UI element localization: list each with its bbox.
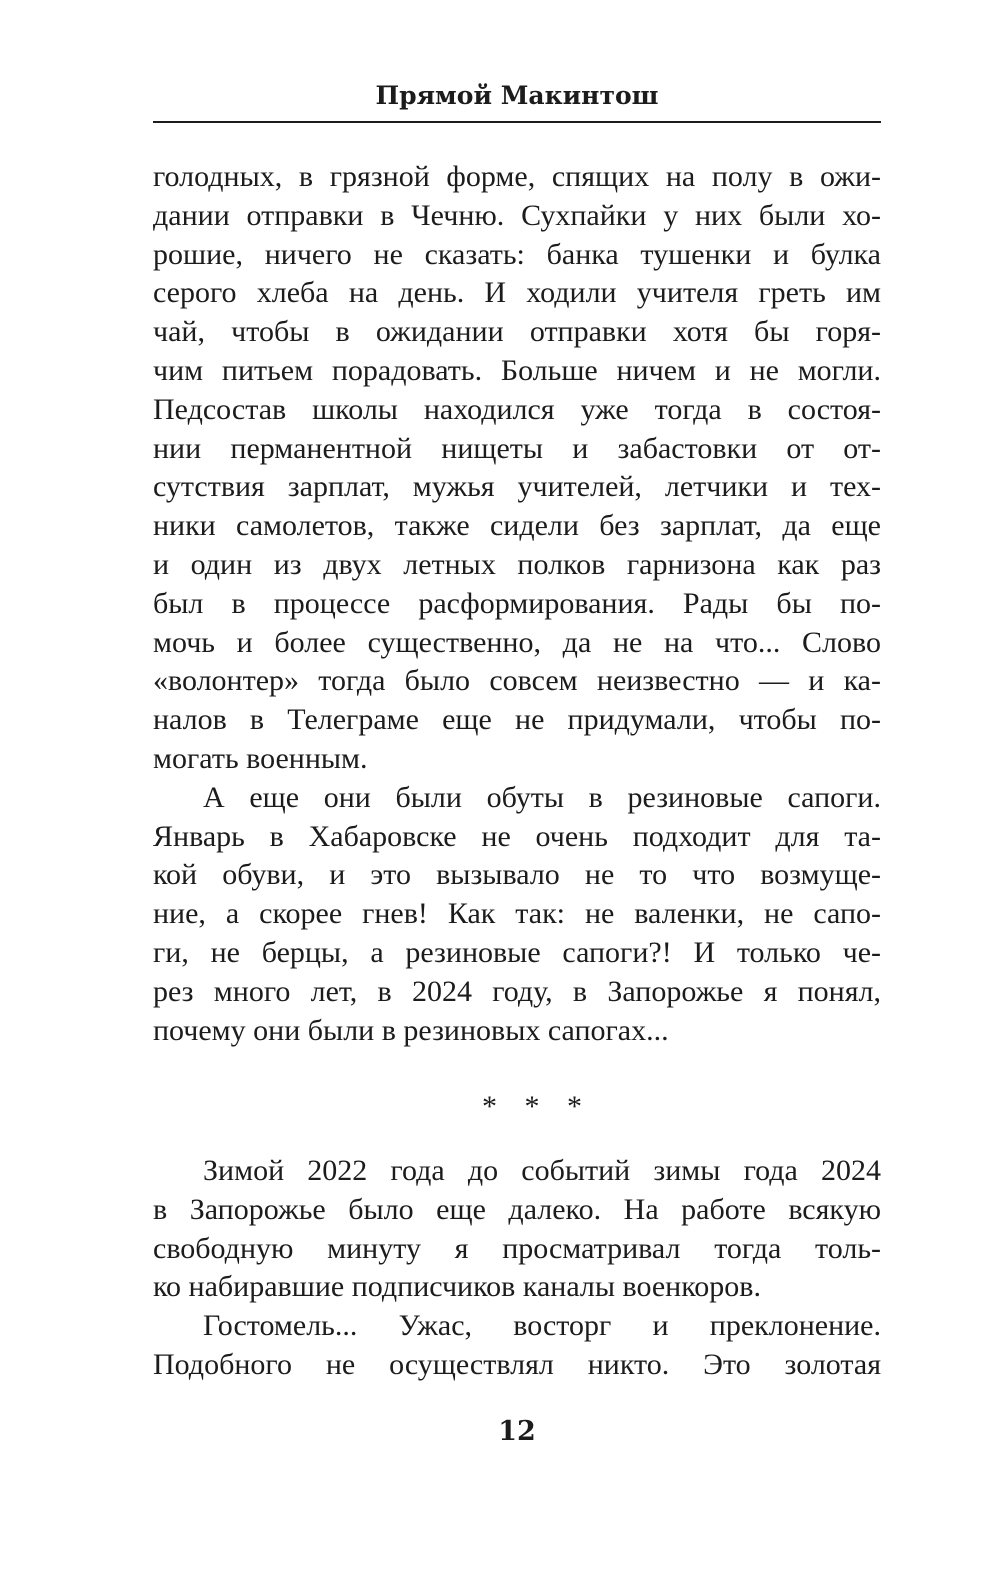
text-line: был в процессе расформирования. Рады бы по- — [153, 586, 881, 620]
text-line: нии перманентной нищеты и забастовки от от- — [153, 431, 881, 465]
text-line: «волонтер» тогда было совсем неизвестно — и ка- — [153, 664, 881, 698]
text-line: Педсостав школы находился уже тогда в состоя- — [153, 392, 881, 426]
text-line: Январь в Хабаровске не очень подходит для та- — [153, 819, 881, 853]
text-line: чай, чтобы в ожидании отправки хотя бы горя- — [153, 315, 881, 349]
text-line: мочь и более существенно, да не на что... Слово — [153, 625, 881, 659]
text-line: могать военным. — [153, 741, 368, 775]
text-line: А еще они были обуты в резиновые сапоги. — [203, 780, 881, 814]
text-line: Зимой 2022 года до событий зимы года 2024 — [203, 1154, 881, 1187]
text-line: рез много лет, в 2024 году, в Запорожье я понял, — [153, 974, 881, 1008]
text-line: ги, не берцы, а резиновые сапоги?! И только че- — [153, 935, 881, 969]
text-line: сутствия зарплат, мужья учителей, летчики и тех- — [153, 470, 881, 504]
text-line: свободную минуту я просматривал тогда толь- — [153, 1231, 881, 1265]
text-line: голодных, в грязной форме, спящих на полу в ожи- — [153, 160, 881, 193]
text-line: кой обуви, и это вызывало не то что возмуще- — [153, 858, 881, 892]
text-line: чим питьем порадовать. Больше ничем и не могли. — [153, 353, 881, 387]
text-line: Гостомель... Ужас, восторг и преклонение. — [203, 1309, 881, 1343]
text-line: рошие, ничего не сказать: банка тушенки и булка — [153, 237, 881, 271]
text-line: серого хлеба на день. И ходили учителя греть им — [153, 276, 881, 310]
section-separator: * * * — [482, 1090, 592, 1123]
text-line: в Запорожье было еще далеко. На работе всякую — [153, 1192, 881, 1226]
running-header-title: Прямой Макинтош — [375, 81, 659, 110]
text-line: Подобного не осуществлял никто. Это золотая — [153, 1347, 881, 1381]
text-line: ко набиравшие подписчиков каналы военкоров. — [153, 1270, 761, 1304]
text-line: дании отправки в Чечню. Сухпайки у них были хо- — [153, 198, 881, 232]
text-line: ние, а скорее гнев! Как так: не валенки, не сапо- — [153, 897, 881, 931]
header-rule — [153, 121, 881, 123]
body-text-section-1 — [153, 158, 881, 1050]
text-line: налов в Телеграме еще не придумали, чтобы по- — [153, 703, 881, 737]
text-line: и один из двух летных полков гарнизона как раз — [153, 547, 881, 581]
page-number: 12 — [498, 1416, 536, 1447]
text-line: почему они были в резиновых сапогах... — [153, 1013, 669, 1047]
text-line: ники самолетов, также сидели без зарплат, да еще — [153, 509, 881, 543]
body-text-section-2 — [153, 1152, 881, 1385]
